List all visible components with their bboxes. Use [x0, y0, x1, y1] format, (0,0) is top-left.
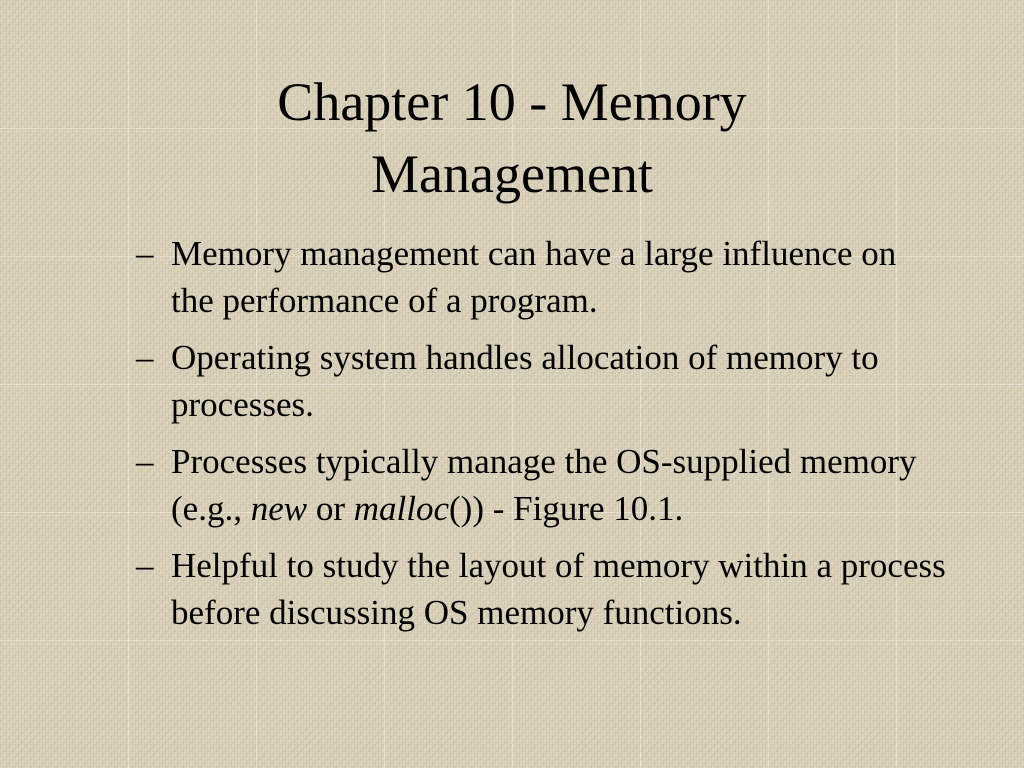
slide-title-line-2: Management	[371, 144, 653, 204]
bullet-dash: –	[136, 234, 154, 273]
bullet-item	[136, 230, 946, 324]
bullet-text-part: or	[307, 489, 354, 528]
bullet-text-part: Processes typically manage the OS-supplied memory (e.g.,	[171, 442, 917, 528]
slide-title	[112, 66, 912, 210]
bullet-dash: –	[136, 546, 154, 585]
bullet-text: Memory management can have a large influence on the performance of a program.	[171, 234, 897, 320]
bullet-item	[136, 334, 946, 428]
slide-title-line-1: Chapter 10 - Memory	[277, 72, 747, 132]
bullet-text	[171, 442, 917, 528]
code-term-new: new	[250, 489, 308, 528]
code-term-malloc: malloc	[353, 489, 450, 528]
bullet-text: Helpful to study the layout of memory within a process before discussing OS memory functions.	[171, 546, 946, 632]
bullet-item	[136, 542, 946, 636]
bullet-text: Operating system handles allocation of memory to processes.	[171, 338, 879, 424]
bullet-dash: –	[136, 338, 154, 377]
bullet-text-part: ()) - Figure 10.1.	[449, 489, 684, 528]
bullet-list	[136, 230, 946, 646]
bullet-dash: –	[136, 442, 154, 481]
bullet-item	[136, 438, 946, 532]
